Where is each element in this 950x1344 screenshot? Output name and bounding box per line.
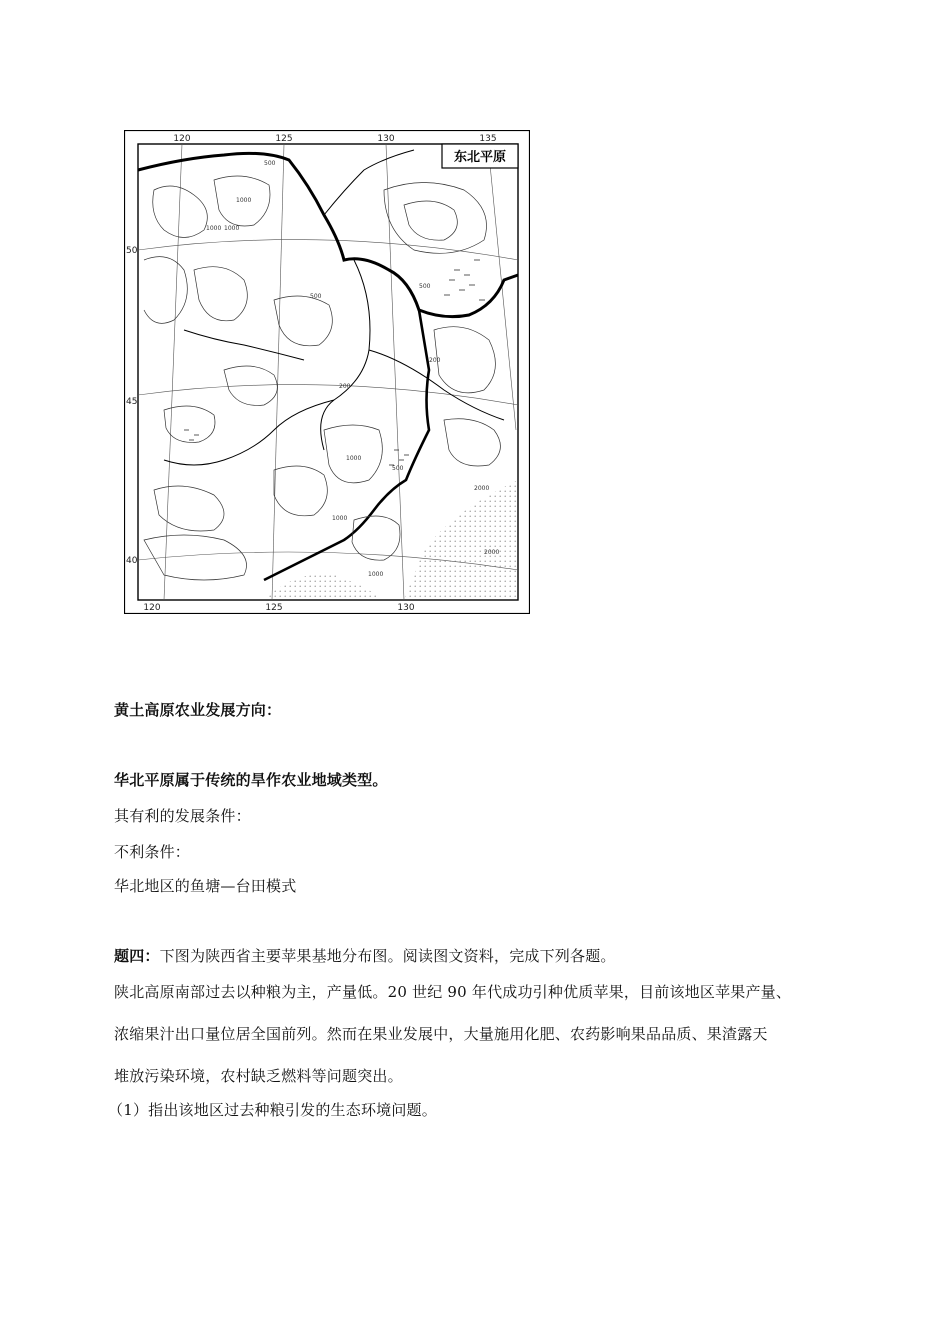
contour-label: 1000 <box>224 225 240 232</box>
contour-label: 1000 <box>332 515 348 522</box>
contour-label: 1000 <box>368 571 384 578</box>
contour-label: 500 <box>264 160 276 167</box>
contour-label: 500 <box>419 283 431 290</box>
northeast-plain-map <box>124 130 530 614</box>
contour-label: 2000 <box>484 549 500 556</box>
map-svg <box>124 130 530 614</box>
lon-label-bottom: 125 <box>265 603 283 613</box>
paragraph-line-3: 堆放污染环境，农村缺乏燃料等问题突出。 <box>114 1067 403 1085</box>
fishpond-mode-line: 华北地区的鱼塘—台田模式 <box>114 877 297 895</box>
lat-label: 50 <box>126 246 138 256</box>
lon-label-top: 120 <box>173 134 191 144</box>
contour-label: 2000 <box>474 485 490 492</box>
paragraph-line-1: 陕北高原南部过去以种粮为主，产量低。20 世纪 90 年代成功引种优质苹果，目前该地区苹果产量、 <box>114 983 792 1001</box>
question-four-label: 题四： <box>114 947 160 965</box>
contour-label: 500 <box>392 465 404 472</box>
lat-label: 40 <box>126 556 138 566</box>
lon-label-top: 135 <box>479 134 497 144</box>
heading-loess-plateau: 黄土高原农业发展方向： <box>114 701 282 719</box>
paragraph-line-2: 浓缩果汁出口量位居全国前列。然而在果业发展中，大量施用化肥、农药影响果品品质、果渣露天 <box>114 1025 768 1043</box>
contour-label: 1000 <box>346 455 362 462</box>
contour-label: 200 <box>429 357 441 364</box>
question-four-text: 下图为陕西省主要苹果基地分布图。阅读图文资料，完成下列各题。 <box>159 947 616 965</box>
contour-label: 1000 <box>236 197 252 204</box>
lon-label-top: 125 <box>275 134 293 144</box>
lon-label-top: 130 <box>377 134 395 144</box>
contour-label: 200 <box>339 383 351 390</box>
heading-north-china-plain: 华北平原属于传统的旱作农业地域类型。 <box>114 771 388 789</box>
lon-label-bottom: 130 <box>397 603 415 613</box>
lat-label: 45 <box>126 397 138 407</box>
lon-label-bottom: 120 <box>143 603 161 613</box>
contour-label: 1000 <box>206 225 222 232</box>
favorable-conditions-line: 其有利的发展条件： <box>114 807 251 825</box>
unfavorable-conditions-line: 不利条件： <box>114 843 191 861</box>
sub-question-1: （1）指出该地区过去种粮引发的生态环境问题。 <box>108 1101 437 1119</box>
contour-label: 500 <box>310 293 322 300</box>
map-title: 东北平原 <box>453 150 507 165</box>
question-four-line <box>114 946 616 966</box>
